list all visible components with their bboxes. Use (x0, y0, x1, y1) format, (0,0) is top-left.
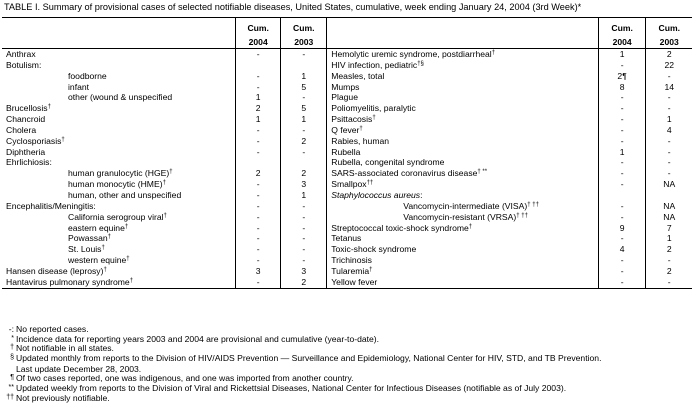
right-disease-label (327, 244, 599, 255)
footnote-marker: † (126, 256, 130, 263)
disease-name: Staphylococcus aureus (331, 189, 421, 200)
footnote-marker: † (103, 266, 107, 273)
table-row (2, 136, 692, 147)
disease-name: HIV infection, pediatric (331, 59, 418, 70)
disease-name: Chancroid (6, 114, 46, 125)
footnote-marker: † (61, 136, 65, 143)
header-year-2003-left: 2003 (281, 34, 327, 49)
right-disease-label (327, 114, 599, 125)
left-cum-2003: - (281, 49, 327, 60)
left-cum-2004: 1 (236, 114, 281, 125)
footnote-mark: †† (6, 394, 14, 401)
left-cum-2003: 5 (281, 82, 327, 93)
right-disease-label (327, 168, 599, 179)
disease-name: Diphtheria (6, 146, 46, 157)
right-cum-2003: - (646, 147, 692, 158)
right-cum-2004: - (598, 92, 646, 103)
right-disease-label (327, 212, 599, 223)
left-disease-label (2, 244, 236, 255)
right-disease-label (327, 266, 599, 277)
right-cum-2003: - (646, 277, 692, 288)
table-row (2, 255, 692, 266)
disease-name: Poliomyelitis, paralytic (331, 103, 416, 114)
right-cum-2003: 2 (646, 244, 692, 255)
right-cum-2003: 7 (646, 223, 692, 234)
footnote-mark: ** (8, 384, 14, 391)
footnote (4, 324, 89, 334)
left-cum-2003: 1 (281, 71, 327, 82)
disease-name: foodborne (68, 70, 107, 81)
right-cum-2004: - (598, 103, 646, 114)
footnote-text: Not notifiable in all states. (16, 343, 114, 353)
right-cum-2003: - (646, 168, 692, 179)
footnote-marker: † (468, 223, 473, 230)
header-year-2003-right: 2003 (646, 34, 692, 49)
footnote-text: No reported cases. (16, 324, 89, 334)
footnote-marker: † (359, 125, 363, 132)
right-disease-label (327, 157, 599, 168)
disease-name: Anthrax (6, 49, 36, 59)
right-cum-2004: 2¶ (598, 71, 646, 82)
disease-name: Toxic-shock syndrome (331, 244, 417, 255)
right-cum-2003: NA (646, 179, 692, 190)
disease-name: Q fever (331, 124, 360, 135)
disease-name: Rabies, human (331, 135, 390, 146)
table-row (2, 190, 692, 201)
footnote-mark: -: (8, 324, 14, 334)
disease-name: Vancomycin-intermediate (VISA) (403, 200, 528, 211)
left-cum-2004 (236, 157, 281, 168)
disease-name: Encephalitis/Meningitis: (6, 200, 96, 211)
left-cum-2003: - (281, 92, 327, 103)
left-disease-label (2, 168, 236, 179)
left-disease-label (2, 223, 236, 234)
disease-name: human monocytic (HME) (68, 179, 163, 190)
left-cum-2004: - (236, 244, 281, 255)
left-disease-label (2, 49, 236, 60)
disease-name: Psittacosis (331, 114, 373, 125)
right-disease-label (327, 179, 599, 190)
right-disease-label (327, 223, 599, 234)
right-disease-label (327, 125, 599, 136)
table-row (2, 157, 692, 168)
header-cum-2003-right: Cum. (646, 18, 692, 35)
left-cum-2004: 2 (236, 103, 281, 114)
table-row (2, 244, 692, 255)
right-cum-2004: - (598, 157, 646, 168)
left-cum-2003: - (281, 244, 327, 255)
disease-name: Botulism: (6, 59, 42, 70)
footnote-marker: † (491, 50, 496, 56)
footnote-text: Not previously notifiable. (16, 393, 110, 403)
disease-name: eastern equine (68, 222, 125, 233)
left-cum-2003: - (281, 125, 327, 136)
right-disease-label (327, 201, 599, 212)
disease-name: Hansen disease (leprosy) (6, 265, 104, 276)
disease-name: Cyclosporiasis (6, 135, 62, 146)
right-cum-2003: 1 (646, 114, 692, 125)
left-disease-label (2, 136, 236, 147)
header-cum-2004-left: Cum. (236, 18, 281, 35)
right-disease-label (327, 255, 599, 266)
footnote-marker: †† (366, 180, 374, 187)
left-cum-2003: - (281, 255, 327, 266)
right-cum-2003: NA (646, 201, 692, 212)
left-disease-label (2, 190, 236, 201)
footnote (4, 393, 110, 403)
table-row (2, 60, 692, 71)
left-cum-2003: - (281, 233, 327, 244)
disease-name: Brucellosis (6, 103, 48, 114)
header-cum-2004-right: Cum. (598, 18, 646, 35)
left-cum-2004: 1 (236, 92, 281, 103)
left-cum-2003 (281, 157, 327, 168)
right-cum-2003: - (646, 92, 692, 103)
footnote-mark: ¶ (10, 374, 14, 381)
left-disease-label (2, 255, 236, 266)
footnote-text: Updated monthly from reports to the Division of HIV/AIDS Prevention — Surveillance and Epidemiology, National Center for HIV, STD, and TB Prevention. (16, 353, 602, 363)
right-disease-label (327, 71, 599, 82)
footnote-text: Incidence data for reporting years 2003 and 2004 are provisional and cumulative (year-to-date). (16, 334, 380, 344)
right-disease-label (327, 147, 599, 158)
disease-name: human granulocytic (HGE) (68, 168, 170, 179)
footnote-marker: † †† (516, 212, 528, 219)
right-cum-2004: - (598, 60, 646, 71)
left-cum-2004: - (236, 212, 281, 223)
footnote-text: Last update December 28, 2003. (16, 364, 142, 374)
left-cum-2004: 2 (236, 168, 281, 179)
table-row (2, 266, 692, 277)
table-row (2, 201, 692, 212)
left-disease-label (2, 277, 236, 288)
footnote-marker: † (107, 234, 111, 241)
right-cum-2004: 8 (598, 82, 646, 93)
disease-name: Yellow fever (331, 276, 378, 287)
table-row (2, 147, 692, 158)
disease-name: Hemolytic uremic syndrome, postdiarrheal (331, 49, 492, 59)
table-row (2, 71, 692, 82)
right-cum-2003: - (646, 103, 692, 114)
disease-name: Rubella, congenital syndrome (331, 157, 445, 168)
left-cum-2004: - (236, 201, 281, 212)
left-disease-label (2, 60, 236, 71)
disease-name: Ehrlichiosis: (6, 157, 52, 168)
disease-name: human, other and unspecified (68, 189, 182, 200)
left-cum-2003: - (281, 201, 327, 212)
footnote-marker: † (129, 277, 134, 284)
right-cum-2004: 1 (598, 49, 646, 60)
left-cum-2003: - (281, 147, 327, 158)
right-cum-2004: - (598, 125, 646, 136)
table-row (2, 92, 692, 103)
right-disease-label (327, 103, 599, 114)
disease-name: Cholera (6, 124, 37, 135)
right-disease-label (327, 49, 599, 60)
left-cum-2004 (236, 60, 281, 71)
disease-name: Rubella (331, 146, 361, 157)
right-cum-2003: 1 (646, 233, 692, 244)
disease-name: St. Louis (68, 244, 102, 255)
right-cum-2003: 22 (646, 60, 692, 71)
disease-name: SARS-associated coronavirus disease (331, 168, 478, 179)
disease-name: Hantavirus pulmonary syndrome (6, 276, 130, 287)
footnote-marker: †§ (417, 60, 424, 67)
left-cum-2004: - (236, 49, 281, 60)
right-cum-2004 (598, 190, 646, 201)
right-cum-2003 (646, 190, 692, 201)
right-cum-2004: - (598, 233, 646, 244)
footnote (4, 373, 354, 383)
right-cum-2004: - (598, 114, 646, 125)
footnote-marker: † (169, 169, 173, 176)
disease-name: Tularemia (331, 265, 370, 276)
footnote-marker: † (101, 245, 105, 252)
left-disease-label (2, 212, 236, 223)
left-cum-2003: - (281, 212, 327, 223)
right-disease-label (327, 82, 599, 93)
right-cum-2004: - (598, 168, 646, 179)
left-disease-label (2, 114, 236, 125)
header-year-2004-right: 2004 (598, 34, 646, 49)
right-disease-label (327, 233, 599, 244)
table-row (2, 179, 692, 190)
left-cum-2004: 3 (236, 266, 281, 277)
footnote-mark: § (10, 354, 14, 361)
disease-name: Trichinosis (331, 255, 372, 266)
table-row (2, 277, 692, 288)
left-cum-2003: 2 (281, 277, 327, 288)
table-title: TABLE I. Summary of provisional cases of selected notifiable diseases, United States, cumulative, week ending January 24, 2004 (3rd Week)* (4, 2, 582, 12)
left-cum-2003: 3 (281, 266, 327, 277)
left-cum-2004: - (236, 71, 281, 82)
footnote-marker: † (372, 115, 376, 122)
right-disease-label (327, 277, 599, 288)
table-row (2, 114, 692, 125)
right-disease-label (327, 60, 599, 71)
left-cum-2003: 2 (281, 168, 327, 179)
right-cum-2003: 14 (646, 82, 692, 93)
footnote-text: Of two cases reported, one was indigenous, and one was imported from another country. (16, 373, 354, 383)
left-cum-2004: - (236, 277, 281, 288)
footnote-marker: † ** (477, 169, 488, 176)
left-disease-label (2, 103, 236, 114)
left-disease-label (2, 201, 236, 212)
right-cum-2004: 1 (598, 147, 646, 158)
disease-name: Plague (331, 92, 358, 103)
disease-table (2, 17, 692, 289)
table-body (2, 49, 692, 289)
footnote (4, 383, 566, 393)
left-disease-label (2, 147, 236, 158)
disease-name: other (wound & unspecified (68, 92, 173, 103)
left-cum-2004: - (236, 179, 281, 190)
left-cum-2003: 1 (281, 190, 327, 201)
table-row (2, 168, 692, 179)
left-disease-label (2, 125, 236, 136)
right-disease-label (327, 190, 599, 201)
footnote-mark: † (10, 344, 14, 351)
footnote-mark: * (11, 335, 14, 342)
left-cum-2004: - (236, 136, 281, 147)
right-cum-2003: 2 (646, 49, 692, 60)
label-suffix: : (420, 189, 423, 200)
footnote-marker: † (369, 266, 373, 273)
left-disease-label (2, 266, 236, 277)
right-cum-2004: 4 (598, 244, 646, 255)
disease-name: infant (68, 81, 90, 92)
table-row (2, 223, 692, 234)
right-cum-2004: 9 (598, 223, 646, 234)
footnote-marker: † (47, 104, 51, 111)
table-row (2, 212, 692, 223)
left-cum-2004: - (236, 125, 281, 136)
left-disease-label (2, 179, 236, 190)
left-cum-2003: 1 (281, 114, 327, 125)
table-row (2, 125, 692, 136)
right-cum-2003: - (646, 157, 692, 168)
right-cum-2003: 4 (646, 125, 692, 136)
footnote (4, 353, 601, 363)
right-cum-2004: - (598, 179, 646, 190)
footnote (4, 343, 114, 353)
right-cum-2003: 2 (646, 266, 692, 277)
disease-name: California serogroup viral (68, 211, 164, 222)
header-blank-left (2, 18, 236, 49)
disease-name: Smallpox (331, 179, 367, 190)
right-disease-label (327, 136, 599, 147)
right-disease-label (327, 92, 599, 103)
disease-name: Mumps (331, 81, 360, 92)
disease-name: Measles, total (331, 70, 385, 81)
left-cum-2004: - (236, 82, 281, 93)
header-blank-right (327, 18, 599, 49)
left-cum-2003: 2 (281, 136, 327, 147)
footnote-marker: † †† (527, 201, 539, 208)
right-cum-2004: - (598, 277, 646, 288)
left-disease-label (2, 71, 236, 82)
table-row (2, 103, 692, 114)
left-cum-2004: - (236, 190, 281, 201)
left-disease-label (2, 157, 236, 168)
left-cum-2004: - (236, 255, 281, 266)
left-cum-2004: - (236, 223, 281, 234)
left-cum-2004: - (236, 233, 281, 244)
left-disease-label (2, 92, 236, 103)
right-cum-2003: - (646, 255, 692, 266)
header-cum-2003-left: Cum. (281, 18, 327, 35)
left-disease-label (2, 233, 236, 244)
disease-name: Powassan (68, 233, 108, 244)
disease-name: western equine (68, 255, 127, 266)
right-cum-2003: - (646, 136, 692, 147)
footnote-marker: † (124, 223, 129, 230)
disease-name: Tetanus (331, 233, 362, 244)
right-cum-2003: - (646, 71, 692, 82)
disease-name: Vancomycin-resistant (VRSA) (403, 211, 517, 222)
table-row (2, 233, 692, 244)
header-year-2004-left: 2004 (236, 34, 281, 49)
footnote-marker: † (162, 180, 166, 187)
disease-name: Streptococcal toxic-shock syndrome (331, 222, 469, 233)
right-cum-2004: - (598, 266, 646, 277)
table-row (2, 82, 692, 93)
right-cum-2004: - (598, 212, 646, 223)
left-cum-2003 (281, 60, 327, 71)
table-row (2, 49, 692, 60)
right-cum-2003: NA (646, 212, 692, 223)
left-disease-label (2, 82, 236, 93)
right-cum-2004: - (598, 255, 646, 266)
right-cum-2004: - (598, 136, 646, 147)
left-cum-2003: 3 (281, 179, 327, 190)
footnote-marker: † (163, 212, 167, 219)
left-cum-2003: 5 (281, 103, 327, 114)
footnote-text: Updated weekly from reports to the Division of Viral and Rickettsial Diseases, National Center for Infectious Diseases (notifiable as of July 2003). (16, 383, 567, 393)
right-cum-2004: - (598, 201, 646, 212)
left-cum-2004: - (236, 147, 281, 158)
left-cum-2003: - (281, 223, 327, 234)
